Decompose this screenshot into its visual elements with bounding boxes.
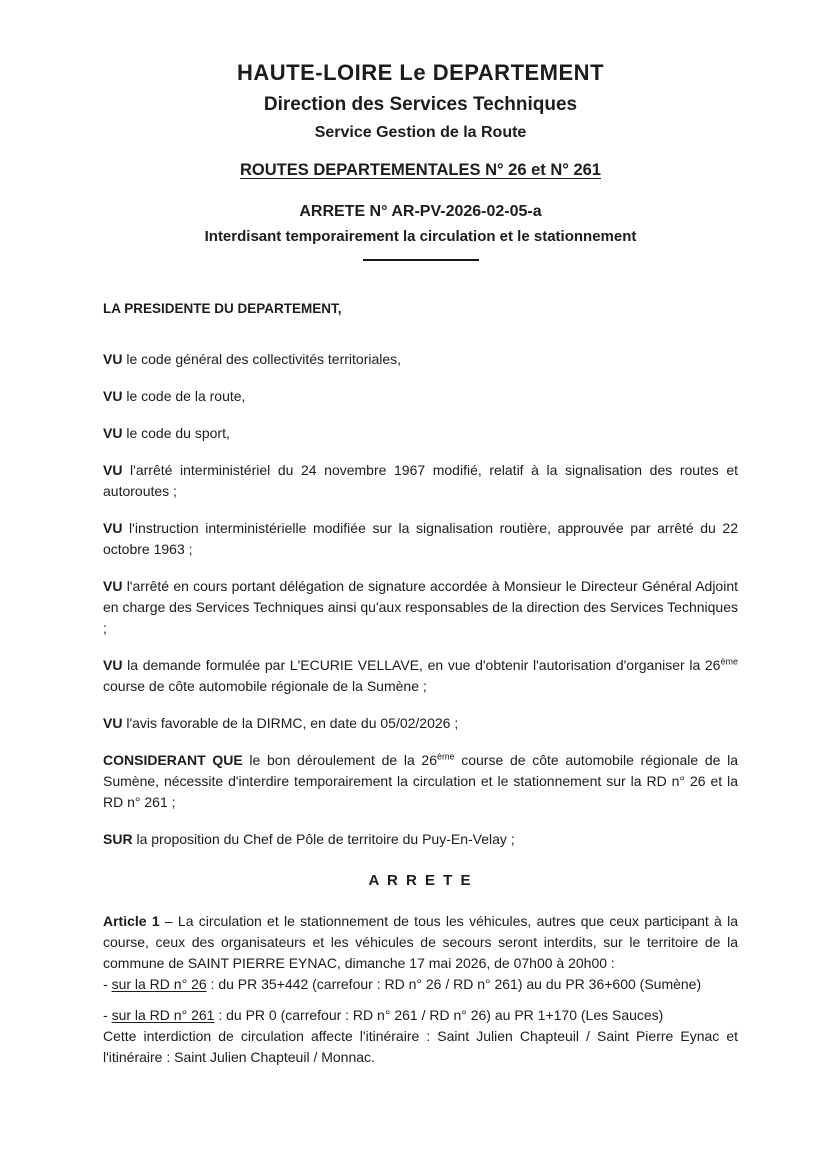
visa-lead: VU xyxy=(103,657,123,673)
visa-lead: VU xyxy=(103,715,123,731)
arrete-heading: A R R E T E xyxy=(368,872,473,889)
visa-text: course de côte automobile régionale de la Sumène ; xyxy=(103,678,427,694)
considerant-lead: CONSIDERANT QUE xyxy=(103,752,243,768)
road-name-underlined: sur la RD n° 26 xyxy=(111,976,207,992)
article1-text: – La circulation et le stationnement de tous les véhicules, autres que ceux participant à la course, ceux des organisateurs et les véhicules de secours seront interdits, sur le territoire de la commune de SAINT PIERRE EYNAC, dimanche 17 mai 2026, de 07h00 à 20h00 : xyxy=(103,913,738,971)
visa-text: le code général des collectivités territoriales, xyxy=(126,351,402,367)
sur-paragraph xyxy=(103,829,738,850)
restriction-detail: : du PR 0 (carrefour : RD n° 261 / RD n° 26) au PR 1+170 (Les Sauces) xyxy=(214,1007,664,1023)
visa-paragraph xyxy=(103,386,738,407)
arrete-reference: ARRETE N° AR-PV-2026-02-05-a xyxy=(299,203,542,220)
visa-paragraph xyxy=(103,713,738,734)
restriction-detail: : du PR 35+442 (carrefour : RD n° 26 / RD n° 261) au du PR 36+600 (Sumène) xyxy=(206,976,702,992)
article1-paragraph xyxy=(103,911,738,974)
visa-text: l'arrêté en cours portant délégation de signature accordée à Monsieur le Directeur Général Adjoint en charge des Services Techniques ainsi qu'aux responsables de la direction des Services Techniques ; xyxy=(103,578,738,636)
considerant-text: course de côte automobile régionale de la Sumène, nécessite d'interdire temporairement la circulation et le stationnement sur la RD n° 26 et la RD n° 261 ; xyxy=(103,752,739,810)
visa-lead: VU xyxy=(103,578,123,594)
visa-paragraph xyxy=(103,460,738,502)
visa-lead: VU xyxy=(103,462,123,478)
bullet-dash: - xyxy=(103,976,112,992)
document-header xyxy=(103,60,738,261)
sur-text: la proposition du Chef de Pôle de territoire du Puy-En-Velay ; xyxy=(136,831,515,847)
arrete-subtitle: Interdisant temporairement la circulation et le stationnement xyxy=(204,228,637,245)
routes-title: ROUTES DEPARTEMENTALES N° 26 et N° 261 xyxy=(240,161,601,179)
considerant-text: le bon déroulement de la 26 xyxy=(249,752,438,768)
visa-lead: VU xyxy=(103,351,123,367)
spacer xyxy=(103,995,738,1005)
restriction-rd26 xyxy=(103,974,738,995)
visa-text: le code du sport, xyxy=(126,425,230,441)
visa-paragraph xyxy=(103,518,738,560)
visa-paragraph xyxy=(103,423,738,444)
department-title: HAUTE-LOIRE Le DEPARTEMENT xyxy=(236,60,605,85)
considerant-paragraph xyxy=(103,750,738,813)
visa-lead: VU xyxy=(103,520,123,536)
direction-title: Direction des Services Techniques xyxy=(263,94,578,115)
article1-lead: Article 1 xyxy=(103,913,160,929)
visa-text: le code de la route, xyxy=(126,388,246,404)
visa-paragraph xyxy=(103,576,738,639)
road-name-underlined: sur la RD n° 261 xyxy=(111,1007,215,1023)
document-body xyxy=(103,298,738,1068)
bullet-dash: - xyxy=(103,1007,112,1023)
restriction-rd261 xyxy=(103,1005,738,1026)
visa-paragraph xyxy=(103,655,738,697)
service-title: Service Gestion de la Route xyxy=(314,124,527,141)
sur-lead: SUR xyxy=(103,831,133,847)
header-separator-line xyxy=(363,259,479,261)
visa-text: l'instruction interministérielle modifiée sur la signalisation routière, approuvée par arrêté du 22 octobre 1963 ; xyxy=(103,520,738,557)
visa-text: l'avis favorable de la DIRMC, en date du 05/02/2026 ; xyxy=(126,715,459,731)
visa-lead: VU xyxy=(103,388,123,404)
ordinal-superscript: ème xyxy=(437,751,455,762)
visa-text: l'arrêté interministériel du 24 novembre 1967 modifié, relatif à la signalisation des routes et autoroutes ; xyxy=(103,462,739,499)
visa-paragraph xyxy=(103,349,738,370)
salutation: LA PRESIDENTE DU DEPARTEMENT, xyxy=(103,301,342,316)
visa-lead: VU xyxy=(103,425,123,441)
visa-text: la demande formulée par L'ECURIE VELLAVE, en vue d'obtenir l'autorisation d'organiser la 26 xyxy=(127,657,721,673)
ordinal-superscript: ème xyxy=(720,656,738,667)
closing-paragraph: Cette interdiction de circulation affecte l'itinéraire : Saint Julien Chapteuil / Saint Pierre Eynac et l'itinéraire : Saint Julien Chapteuil / Monnac. xyxy=(103,1028,738,1065)
